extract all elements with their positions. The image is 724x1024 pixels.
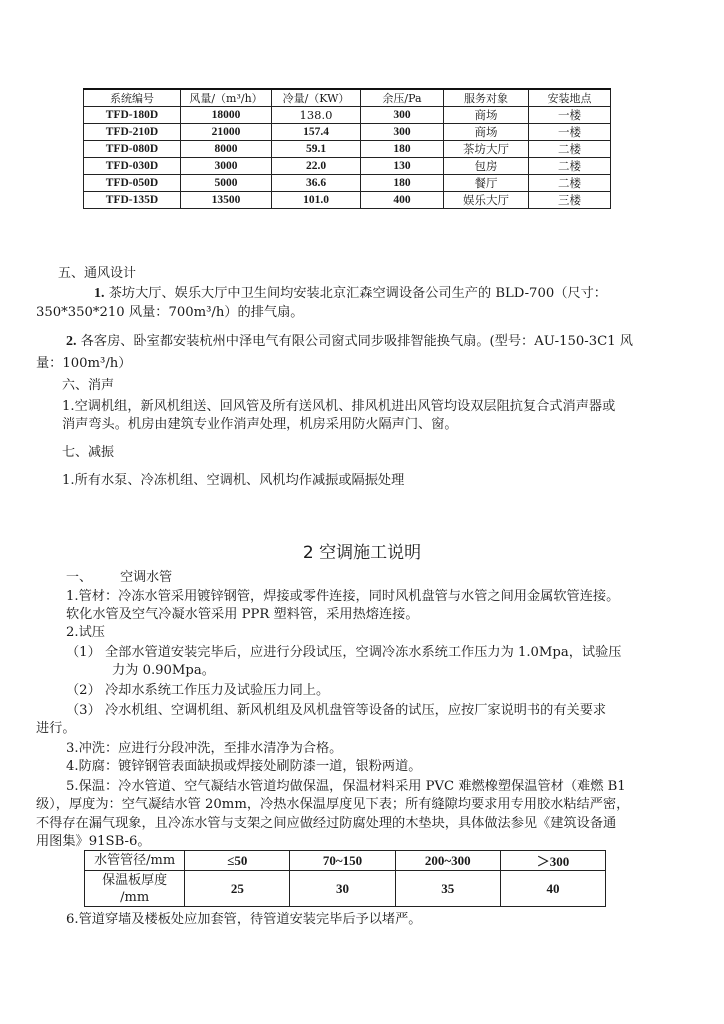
- paragraph-text: 茶坊大厅、娱乐大厅中卫生间均安装北京汇森空调设备公司生产的 BLD-700（尺寸：: [108, 286, 607, 301]
- paragraph-line: 消声弯头。机房由建筑专业作消声处理，机房采用防火隔声门、窗。: [62, 417, 458, 432]
- item-number: 2.: [66, 334, 77, 349]
- equipment-table: [83, 88, 611, 209]
- row-label: [85, 871, 185, 907]
- table-cell: 101.0: [272, 192, 361, 209]
- header-cell: 系统编号: [84, 89, 181, 107]
- table-row: [84, 175, 611, 192]
- table-cell: 36.6: [272, 175, 361, 192]
- table-row: [84, 107, 611, 124]
- table-row: [84, 141, 611, 158]
- table-cell: TFD-050D: [84, 175, 181, 192]
- row-label: 水管管径/mm: [85, 851, 185, 871]
- table-row: [85, 871, 606, 907]
- table-cell: ＞300: [500, 851, 605, 871]
- table-cell: 8000: [181, 141, 272, 158]
- paragraph-line: （3） 冷水机组、空调机组、新风机组及风机盘管等设备的试压，应按厂家说明书的有关要求: [66, 703, 607, 718]
- section-5-heading: 五、通风设计: [58, 266, 137, 281]
- paragraph-line: 1.空调机组，新风机组送、回风管及所有送风机、排风机进出风管均设双层阻抗复合式消声器或: [62, 399, 616, 414]
- paragraph-line: 进行。: [36, 721, 76, 736]
- paragraph-line: 3.冲洗：应进行分段冲洗，至排水清净为合格。: [66, 741, 343, 756]
- header-cell: 余压/Pa: [361, 89, 444, 107]
- table-cell: 59.1: [272, 141, 361, 158]
- chapter-title: 2 空调施工说明: [302, 543, 422, 563]
- table-cell: 30: [290, 871, 395, 907]
- table-row: [84, 124, 611, 141]
- header-cell: 服务对象: [444, 89, 529, 107]
- paragraph-line: 6.管道穿墙及楼板处应加套管，待管道安装完毕后予以堵严。: [66, 912, 422, 927]
- table-cell: 商场: [444, 107, 529, 124]
- table-cell: 商场: [444, 124, 529, 141]
- table-cell: 200~300: [395, 851, 500, 871]
- insulation-table: [84, 850, 606, 907]
- table-cell: 18000: [181, 107, 272, 124]
- paragraph-line: 量：100m³/h）: [36, 356, 132, 371]
- paragraph-line: 不得存在漏气现象，且冷冻水管与支架之间应做经过防腐处理的木垫块，具体做法参见《建筑设备通: [36, 816, 617, 831]
- item-number: 1.: [94, 286, 105, 301]
- table-cell: 二楼: [529, 175, 611, 192]
- paragraph-line: 5.保温：冷水管道、空气凝结水管道均做保温，保温材料采用 PVC 难燃橡塑保温管材（难燃 B1: [66, 779, 626, 794]
- paragraph-line: 用图集》91SB-6。: [36, 834, 151, 849]
- table-cell: 13500: [181, 192, 272, 209]
- paragraph-line: [66, 333, 633, 351]
- section-6-heading: 六、消声: [62, 378, 115, 393]
- row-label-line: /mm: [120, 889, 150, 905]
- paragraph-line: 4.防腐：镀锌钢管表面缺损或焊接处刷防漆一道，银粉两道。: [66, 759, 422, 774]
- table-cell: 娱乐大厅: [444, 192, 529, 209]
- table-cell: 5000: [181, 175, 272, 192]
- table-cell: TFD-030D: [84, 158, 181, 175]
- table-cell: 三楼: [529, 192, 611, 209]
- table-cell: TFD-210D: [84, 124, 181, 141]
- equipment-table-header: [84, 89, 611, 107]
- paragraph-line: （1） 全部水管道安装完毕后，应进行分段试压，空调冷冻水系统工作压力为 1.0Mpa，试验压: [66, 645, 622, 660]
- table-cell: 157.4: [272, 124, 361, 141]
- table-cell: 茶坊大厅: [444, 141, 529, 158]
- paragraph-line: 1.管材：冷冻水管采用镀锌钢管，焊接或零件连接，同时风机盘管与水管之间用金属软管连接。: [66, 589, 620, 604]
- table-cell: 21000: [181, 124, 272, 141]
- paragraph-line: 350*350*210 风量：700m³/h）的排气扇。: [36, 305, 304, 320]
- table-cell: 25: [185, 871, 290, 907]
- table-cell: TFD-135D: [84, 192, 181, 209]
- table-cell: 130: [361, 158, 444, 175]
- water-section-heading: [66, 569, 172, 587]
- table-row: [85, 851, 606, 871]
- paragraph-text: 各客房、卧室都安装杭州中泽电气有限公司窗式同步吸排智能换气扇。(型号：AU-150-3C1 风: [80, 334, 633, 349]
- paragraph-line: （2） 冷却水系统工作压力及试验压力同上。: [66, 683, 330, 698]
- table-cell: 3000: [181, 158, 272, 175]
- paragraph-line: 力为 0.90Mpa。: [112, 663, 215, 678]
- table-cell: 35: [395, 871, 500, 907]
- table-cell: 一楼: [529, 107, 611, 124]
- table-cell: TFD-080D: [84, 141, 181, 158]
- table-cell: 二楼: [529, 158, 611, 175]
- header-cell: 安装地点: [529, 89, 611, 107]
- heading-number: 一、: [66, 570, 93, 585]
- table-cell: 二楼: [529, 141, 611, 158]
- table-cell: 300: [361, 124, 444, 141]
- table-cell: TFD-180D: [84, 107, 181, 124]
- table-cell: 138.0: [272, 107, 361, 124]
- row-label-line: 保温板厚度: [102, 872, 168, 888]
- table-row: [84, 192, 611, 209]
- paragraph-line: [94, 285, 607, 303]
- table-cell: 一楼: [529, 124, 611, 141]
- paragraph-line: 软化水管及空气冷凝水管采用 PPR 塑料管，采用热熔连接。: [66, 607, 419, 622]
- heading-text: 空调水管: [120, 570, 173, 585]
- table-cell: 包房: [444, 158, 529, 175]
- table-cell: 22.0: [272, 158, 361, 175]
- table-cell: 400: [361, 192, 444, 209]
- section-7-heading: 七、减振: [62, 445, 115, 460]
- table-row: [84, 158, 611, 175]
- table-cell: 300: [361, 107, 444, 124]
- header-cell: 风量/（m³/h）: [181, 89, 272, 107]
- paragraph-line: 1.所有水泵、冷冻机组、空调机、风机均作减振或隔振处理: [62, 473, 405, 488]
- table-cell: ≤50: [185, 851, 290, 871]
- paragraph-line: 级），厚度为：空气凝结水管 20mm，冷热水保温厚度见下表；所有缝隙均要求用专用胶水粘结严密，: [36, 797, 630, 812]
- table-cell: 餐厅: [444, 175, 529, 192]
- table-cell: 180: [361, 175, 444, 192]
- paragraph-line: 2.试压: [66, 625, 105, 640]
- table-cell: 40: [500, 871, 605, 907]
- table-cell: 70~150: [290, 851, 395, 871]
- table-cell: 180: [361, 141, 444, 158]
- header-cell: 冷量/（KW）: [272, 89, 361, 107]
